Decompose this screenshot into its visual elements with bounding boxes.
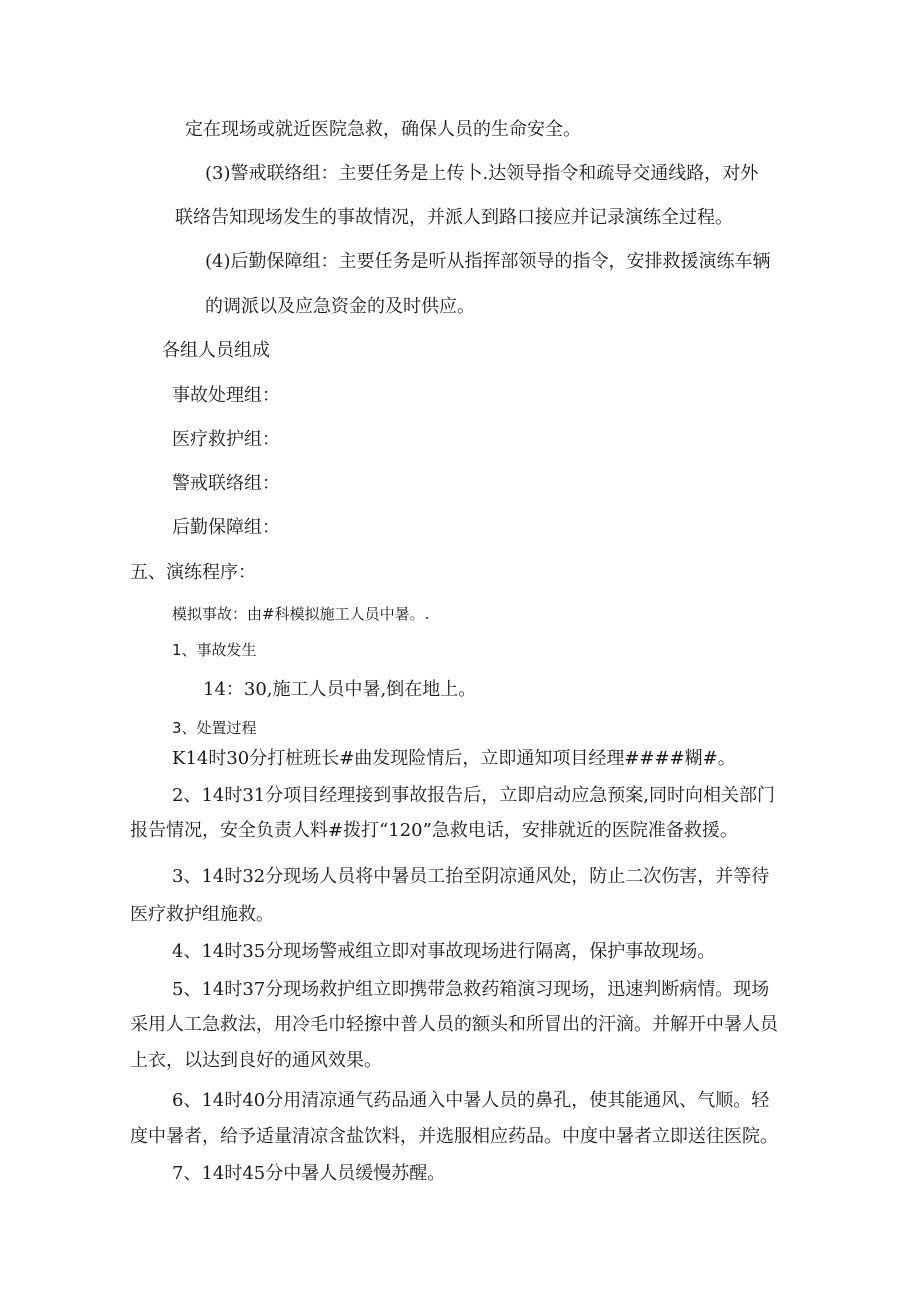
text-line: 事故处理组： [172, 385, 280, 406]
text-line: 3、处置过程 [172, 719, 257, 737]
text-line: 医疗救护组： [172, 429, 280, 450]
text-line: 警戒联络组： [172, 473, 280, 494]
text-line: 的调派以及应急资金的及时供应。 [205, 296, 475, 317]
text-line: 报告情况，安全负责人料#拨打“120”急救电话，安排就近的医院准备救援。 [130, 820, 738, 841]
text-line: (4)后勤保障组：主要任务是听从指挥部领导的指令，安排救援演练车辆 [205, 251, 771, 272]
text-line: 模拟事故：由#科模拟施工人员中暑。. [172, 605, 430, 623]
text-line: 14：30,施工人员中暑,倒在地上。 [203, 679, 477, 700]
text-line: 采用人工急救法，用冷毛巾轻擦中普人员的额头和所冒出的汗滴。并解开中暑人员 [130, 1014, 778, 1035]
section-heading: 五、演练程序： [130, 562, 256, 583]
text-line: 上衣，以达到良好的通风效果。 [130, 1050, 382, 1071]
text-line: 度中暑者，给予适量清凉含盐饮料，并选服相应药品。中度中暑者立即送往医院。 [130, 1126, 778, 1147]
section-heading: 各组人员组成 [162, 340, 270, 361]
text-line: 1、事故发生 [172, 641, 257, 659]
text-line: (3)警戒联络组：主要任务是上传卜.达领导指令和疏导交通线路，对外 [205, 163, 759, 184]
text-line: 4、14时35分现场警戒组立即对事故现场进行隔离，保护事故现场。 [172, 941, 716, 962]
text-line: 3、14时32分现场人员将中暑员工抬至阴凉通风处，防止二次伤害，并等待 [172, 866, 770, 887]
text-line: 医疗救护组施救。 [130, 904, 274, 925]
text-line: 5、14时37分现场救护组立即携带急救药箱演习现场，迅速判断病情。现场 [172, 979, 770, 1000]
text-line: 后勤保障组： [172, 517, 280, 538]
text-line: K14时30分打桩班长#曲发现险情后，立即通知项目经理####糊#。 [172, 748, 736, 769]
text-line: 7、14时45分中暑人员缓慢苏醒。 [172, 1163, 446, 1184]
text-line: 定在现场或就近医院急救，确保人员的生命安全。 [185, 119, 581, 140]
text-line: 2、14时31分项目经理接到事故报告后，立即启动应急预案,同时向相关部门 [172, 785, 775, 806]
text-line: 6、14时40分用清凉通气药品通入中暑人员的鼻孔，使其能通风、气顺。轻 [172, 1090, 770, 1111]
text-line: 联络告知现场发生的事故情况，并派人到路口接应并记录演练全过程。 [175, 207, 733, 228]
